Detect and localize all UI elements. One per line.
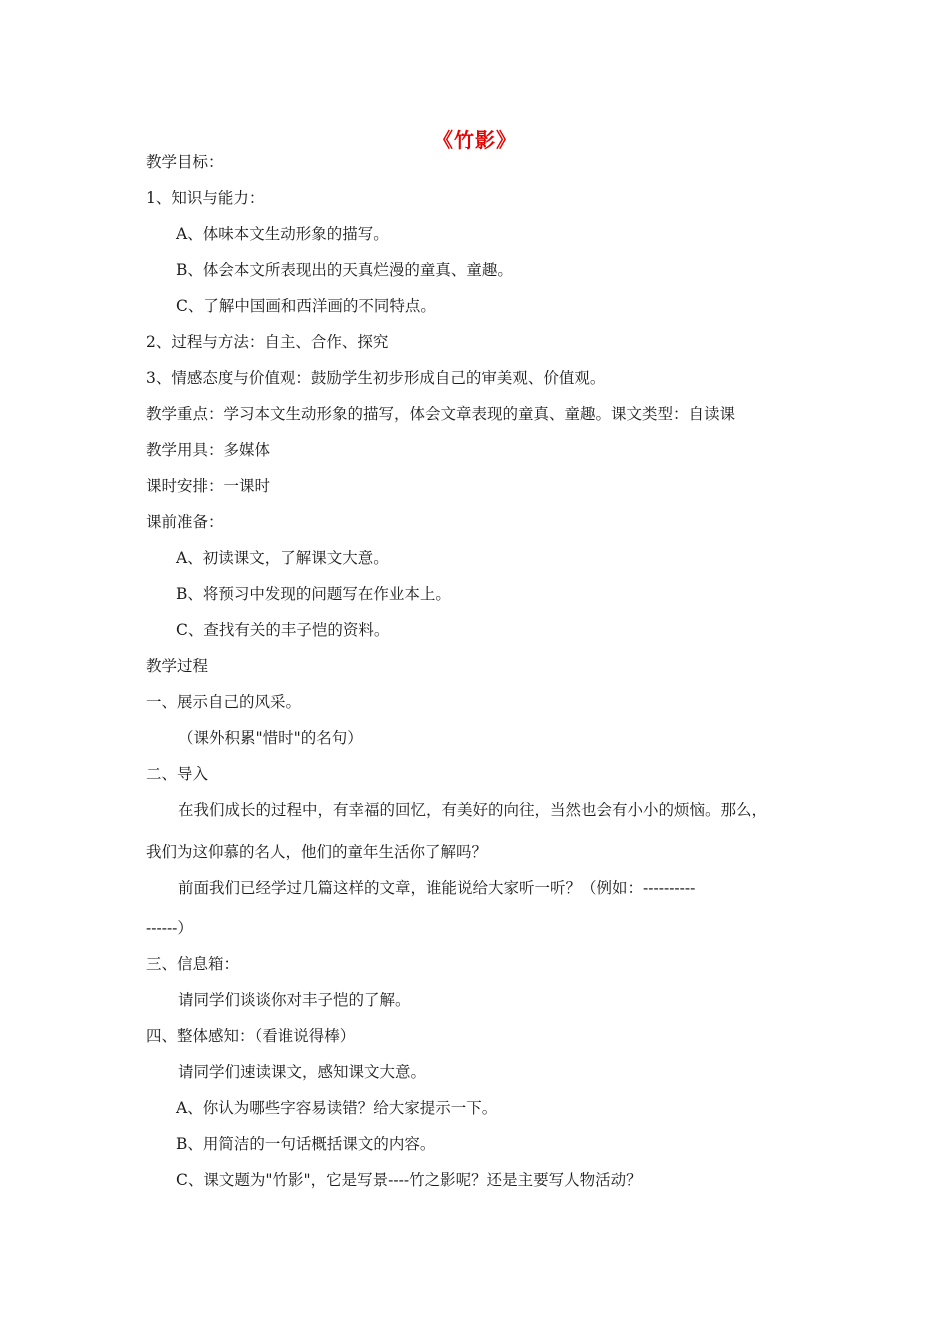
document-title: 《竹影》 (433, 128, 517, 152)
text-line: 教学过程 (146, 657, 209, 675)
text-line: 请同学们谈谈你对丰子恺的了解。 (178, 991, 411, 1009)
text-line: 请同学们速读课文，感知课文大意。 (178, 1063, 427, 1081)
text-line: 前面我们已经学过几篇这样的文章，谁能说给大家听一听？（例如：---------- (178, 879, 696, 897)
text-line: C、了解中国画和西洋画的不同特点。 (176, 297, 436, 315)
text-line: 课时安排：一课时 (146, 477, 271, 495)
text-line: 教学重点：学习本文生动形象的描写，体会文章表现的童真、童趣。课文类型：自读课 (146, 405, 736, 423)
text-line: 3、情感态度与价值观：鼓励学生初步形成自己的审美观、价值观。 (146, 369, 606, 387)
text-line: ------） (146, 919, 193, 937)
text-line: 二、导入 (146, 765, 209, 783)
text-line: A、你认为哪些字容易读错？给大家提示一下。 (176, 1099, 498, 1117)
text-line: B、体会本文所表现出的天真烂漫的童真、童趣。 (176, 261, 513, 279)
text-line: A、体味本文生动形象的描写。 (176, 225, 389, 243)
text-line: （课外积累"惜时"的名句） (178, 729, 363, 747)
text-line: B、用简洁的一句话概括课文的内容。 (176, 1135, 436, 1153)
text-line: 1、知识与能力： (146, 189, 265, 207)
text-line: C、课文题为"竹影"，它是写景----竹之影呢？还是主要写人物活动？ (176, 1171, 642, 1189)
text-line: 三、信息箱： (146, 955, 240, 973)
text-line: 课前准备： (146, 513, 224, 531)
text-line: 四、整体感知：（看谁说得棒） (146, 1027, 356, 1045)
text-line: C、查找有关的丰子恺的资料。 (176, 621, 390, 639)
text-line: 一、展示自己的风采。 (146, 693, 302, 711)
text-line: B、将预习中发现的问题写在作业本上。 (176, 585, 451, 603)
text-line: 教学目标： (146, 153, 224, 171)
text-line: A、初读课文，了解课文大意。 (176, 549, 389, 567)
text-line: 我们为这仰慕的名人，他们的童年生活你了解吗？ (146, 843, 488, 861)
text-line: 教学用具：多媒体 (146, 441, 271, 459)
text-line: 在我们成长的过程中，有幸福的回忆，有美好的向往，当然也会有小小的烦恼。那么， (178, 801, 768, 819)
text-line: 2、过程与方法：自主、合作、探究 (146, 333, 389, 351)
